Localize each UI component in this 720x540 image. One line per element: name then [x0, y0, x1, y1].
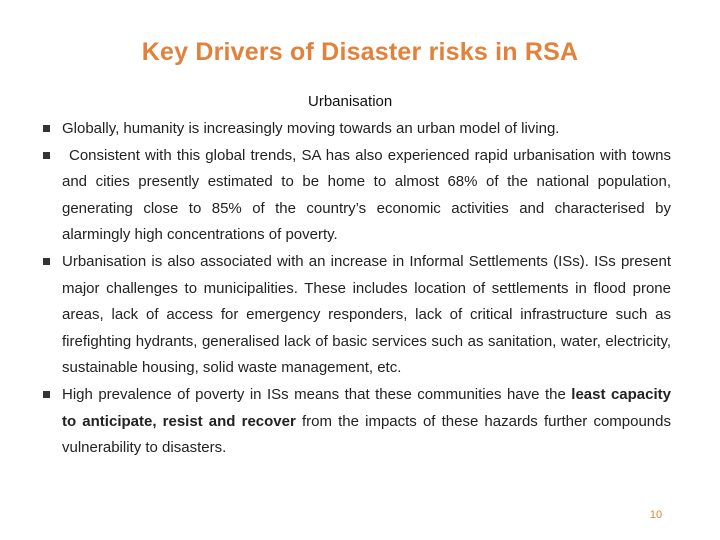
bullet-list	[40, 116, 671, 462]
bullet-text: Urbanisation is also associated with an increase in Informal Settlements (ISs). ISs present major challenges to municipalities. These includes location of settlements in flood prone areas, lack of access for emergency responders, lack of critical infrastructure such as firefighting hydrants, generalised lack of basic services such as sanitation, water, electricity, sustainable housing, solid waste management, etc.	[62, 252, 671, 377]
bullet-text-after: from the impacts of these hazards further compounds vulnerability to disasters.	[62, 412, 671, 457]
bullet-bold-text: least capacity to anticipate, resist and recover	[62, 385, 671, 430]
slide-subtitle: Urbanisation	[308, 93, 393, 110]
bullet-text-before: High prevalence of poverty in ISs means that these communities have the	[62, 385, 572, 403]
square-bullet-icon	[43, 125, 50, 132]
square-bullet-icon	[43, 258, 50, 265]
page-number: 10	[649, 509, 663, 521]
bullet-item	[40, 143, 671, 249]
bullet-item	[40, 249, 671, 382]
square-bullet-icon	[43, 152, 50, 159]
bullet-item	[40, 382, 671, 462]
square-bullet-icon	[43, 391, 50, 398]
bullet-text: Globally, humanity is increasingly moving towards an urban model of living.	[62, 120, 560, 137]
bullet-text: Consistent with this global trends, SA has also experienced rapid urbanisation with towns and cities presently estimated to be home to almost 68% of the national population, generating close to 85% of the country’s economic activities and characterised by alarmingly high concentrations of poverty.	[62, 146, 671, 244]
bullet-item	[40, 116, 671, 143]
slide-title: Key Drivers of Disaster risks in RSA	[141, 38, 579, 66]
